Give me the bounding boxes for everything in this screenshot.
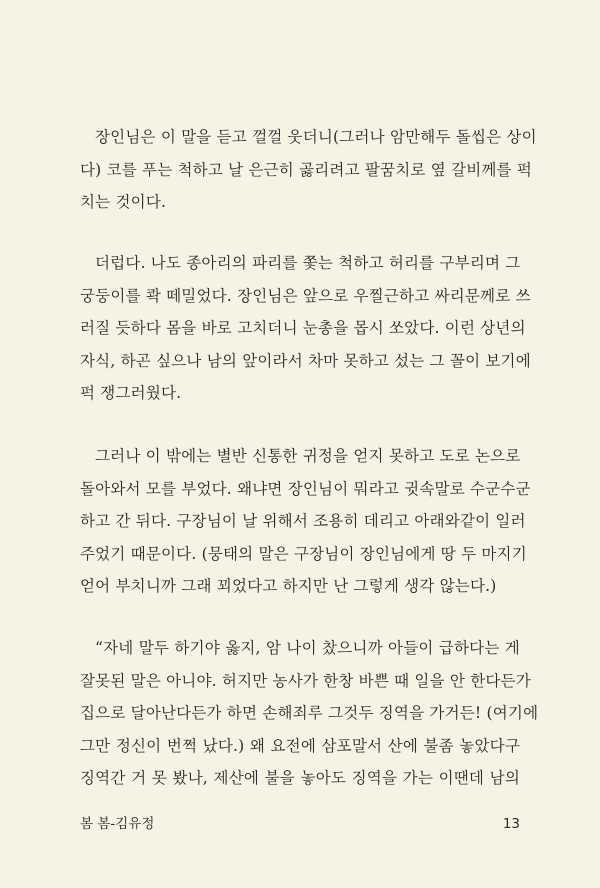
running-footer-title: 봄 봄-김유정 — [80, 816, 155, 832]
text-line: 다) 코를 푸는 척하고 날 은근히 곯리려고 팔꿈치로 옆 갈비께를 퍽 — [80, 160, 533, 179]
paragraph-3 — [80, 440, 531, 603]
text-line: 돌아와서 모를 부었다. 왜냐면 장인님이 뭐라고 귓속말로 수군수군 — [80, 479, 531, 498]
text-line: 그러나 이 밖에는 별반 신통한 귀정을 얻지 못하고 도로 논으로 — [95, 447, 521, 465]
paragraph-4 — [80, 632, 539, 795]
text-line: 집으로 달아난다든가 하면 손해죄루 그것두 징역을 가거든! (여기에 — [80, 704, 539, 722]
page-number: 13 — [502, 816, 520, 832]
text-line: 징역간 거 못 봤나, 제산에 불을 놓아도 징역을 가는 이땐데 남의 — [80, 769, 520, 787]
text-line: 치는 것이다. — [80, 193, 167, 211]
text-line: 하고 간 뒤다. 구장님이 날 위해서 조용히 데리고 아래와같이 일러 — [80, 512, 526, 530]
text-line: 퍽 쟁그러웠다. — [80, 384, 182, 402]
text-line: 러질 듯하다 몸을 바로 고치더니 눈총을 몹시 쏘았다. 이런 상년의 — [80, 319, 526, 337]
text-line: 그만 정신이 번쩍 났다.) 왜 요전에 삼포말서 산에 불좀 놓았다구 — [80, 736, 520, 755]
text-line: 더럽다. 나도 종아리의 파리를 쫓는 척하고 허리를 구부리며 그 — [95, 254, 521, 272]
text-line: 장인님은 이 말을 듣고 껄껄 웃더니(그러나 암만해두 돌씹은 상이 — [95, 128, 537, 146]
text-line: 궁둥이를 콱 떼밀었다. 장인님은 앞으로 우찔근하고 싸리문께로 쓰 — [80, 286, 531, 305]
text-line: “자네 말두 하기야 옳지, 암 나이 찼으니까 아들이 급하다는 게 — [95, 639, 520, 657]
text-line: 얻어 부치니까 그래 꾀었다고 하지만 난 그렇게 생각 않는다.) — [80, 577, 497, 595]
paragraph-1 — [80, 121, 537, 219]
text-line: 자식, 하곤 싶으나 남의 앞이라서 차마 못하고 섰는 그 꼴이 보기에 — [80, 351, 531, 370]
text-line: 주었기 때문이다. (뭉태의 말은 구장님이 장인님에게 땅 두 마지기 — [80, 544, 527, 563]
paragraph-2 — [80, 247, 531, 410]
text-line: 잘못된 말은 아니야. 허지만 농사가 한창 바쁜 때 일을 안 한다든가 — [80, 671, 531, 690]
